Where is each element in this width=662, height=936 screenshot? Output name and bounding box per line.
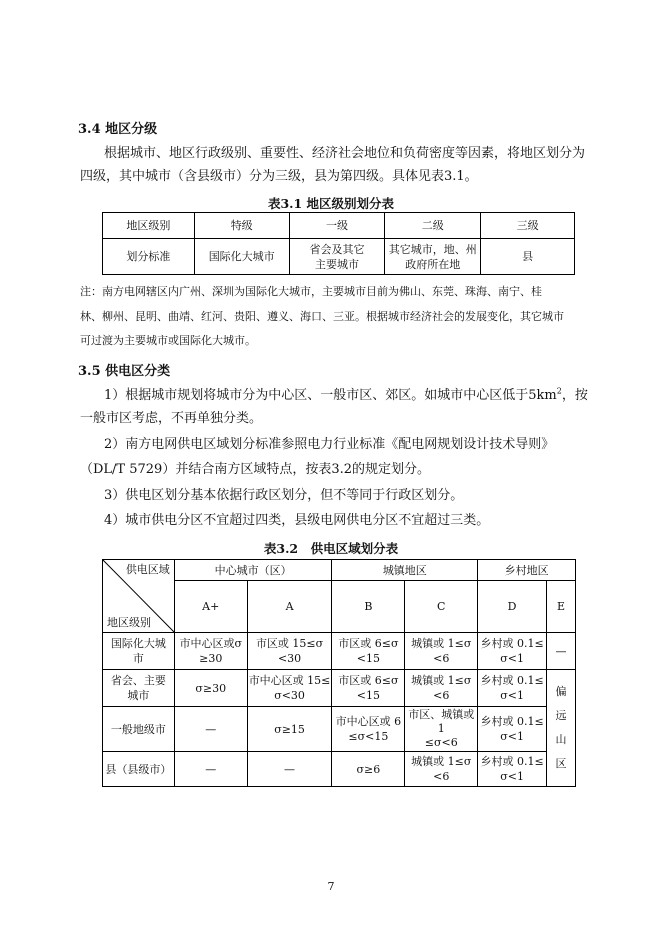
- table-cell: [247, 633, 332, 670]
- page-number: 7: [327, 880, 335, 893]
- cell-line: ≤σ<15: [348, 730, 389, 743]
- table-cell: [332, 633, 405, 670]
- table-cell: [405, 752, 478, 787]
- cell-line: 市区或 15≤σ: [255, 637, 324, 650]
- table-cell: [405, 707, 478, 752]
- cell-line: 城镇或 1≤σ: [411, 755, 472, 768]
- table-cell: 地区级别: [103, 213, 195, 239]
- text-span: ，按: [561, 388, 588, 403]
- table-row: [103, 670, 576, 707]
- table-cell: [478, 752, 547, 787]
- table-cell: 特级: [194, 213, 289, 239]
- paragraph-line: 四级，其中城市（含县级市）分为三级，县为第四级。具体见表3.1。: [80, 169, 478, 184]
- table-3-2: [102, 559, 576, 787]
- column-header: C: [405, 581, 478, 633]
- table-cell: 国际化大城市: [194, 239, 289, 275]
- table-cell: [478, 707, 547, 752]
- diagonal-bottom-label: 地区级别: [107, 616, 151, 629]
- cell-line: 市中心区或σ: [179, 637, 242, 650]
- paragraph-line: [104, 385, 588, 407]
- cell-line: σ<1: [500, 730, 524, 743]
- note-line: 可过渡为主要城市或国际化大城市。: [80, 334, 256, 347]
- paragraph-line: 3）供电区划分基本依据行政区划分，但不等同于行政区划分。: [104, 488, 464, 503]
- diagonal-header-cell: [103, 560, 175, 633]
- table-cell: σ≥15: [247, 707, 332, 752]
- table-cell: —: [174, 707, 247, 752]
- table-row: [103, 239, 575, 275]
- column-header: A+: [174, 581, 247, 633]
- cell-line: 城镇或 1≤σ: [411, 674, 472, 687]
- row-label: 县（县级市）: [103, 752, 175, 787]
- table-cell: [385, 239, 481, 275]
- column-header: A: [247, 581, 332, 633]
- cell-line: 市: [132, 652, 144, 665]
- cell-line: 山: [555, 733, 567, 746]
- table-cell: 一级: [289, 213, 385, 239]
- cell-line: 城市: [127, 689, 150, 702]
- cell-line: 远: [555, 709, 567, 722]
- group-header: 中心城市（区）: [174, 560, 332, 581]
- cell-line: 其它城市，地、州: [388, 242, 477, 256]
- cell-line: 政府所在地: [405, 257, 461, 271]
- cell-line: <15: [356, 652, 380, 665]
- table-cell: 县: [481, 239, 575, 275]
- superscript: 2: [556, 386, 562, 396]
- cell-line: ≥30: [199, 652, 223, 665]
- table-cell: —: [247, 752, 332, 787]
- table-cell: [478, 633, 547, 670]
- table-row: [103, 707, 576, 752]
- paragraph-line: 一般市区考虑，不再单独分类。: [80, 411, 263, 426]
- cell-line: 省会、主要: [110, 674, 166, 687]
- cell-line: 城镇或 1≤σ: [411, 637, 472, 650]
- row-label: 一般地级市: [103, 707, 175, 752]
- cell-line: 市区或 6≤σ: [338, 674, 399, 687]
- section-heading-3-4: 3.4 地区分级: [78, 122, 158, 137]
- cell-line: <6: [433, 652, 450, 665]
- cell-line: σ<1: [500, 652, 524, 665]
- table-cell: [478, 670, 547, 707]
- table-cell: σ≥6: [332, 752, 405, 787]
- table-cell: σ≥30: [174, 670, 247, 707]
- table-cell: 三级: [481, 213, 575, 239]
- column-header: D: [478, 581, 547, 633]
- cell-line: 市区、城镇或: [408, 708, 475, 721]
- table-row: [103, 213, 575, 239]
- group-header: 城镇地区: [332, 560, 478, 581]
- table-row: [103, 560, 576, 581]
- text-span: 1）根据城市规划将城市分为中心区、一般市区、郊区。如城市中心区低于5km: [104, 388, 557, 403]
- table-cell: 二级: [385, 213, 481, 239]
- table-cell: —: [547, 633, 576, 670]
- note-line: 注：南方电网辖区内广州、深圳为国际化大城市，主要城市目前为佛山、东莞、珠海、南宁、桂: [80, 285, 542, 298]
- paragraph-line: （DL/T 5729）并结合南方区域特点，按表3.2的规定划分。: [80, 462, 430, 477]
- cell-line: <15: [356, 689, 380, 702]
- table-cell: 划分标准: [103, 239, 195, 275]
- column-header: B: [332, 581, 405, 633]
- table-cell: [405, 633, 478, 670]
- table-cell: [289, 239, 385, 275]
- cell-line: σ<30: [274, 689, 305, 702]
- group-header: 乡村地区: [478, 560, 576, 581]
- cell-line: <30: [277, 652, 302, 665]
- cell-line: 乡村或 0.1≤: [480, 715, 544, 728]
- note-line: 林、柳州、昆明、曲靖、红河、贵阳、遵义、海口、三亚。根据城市经济社会的发展变化，其它城市: [80, 310, 564, 323]
- table-3-1: [102, 212, 575, 275]
- paragraph-line: 2）南方电网供电区域划分标准参照电力行业标准《配电网规划设计技术导则》: [104, 437, 555, 452]
- section-heading-3-5: 3.5 供电区分类: [78, 364, 171, 379]
- column-header: E: [547, 581, 576, 633]
- cell-line: 乡村或 0.1≤: [480, 674, 544, 687]
- table-cell: [332, 670, 405, 707]
- cell-line: 乡村或 0.1≤: [480, 637, 544, 650]
- cell-line: σ<1: [500, 770, 524, 783]
- cell-line: 国际化大城: [110, 637, 166, 650]
- cell-line: 市区或 6≤σ: [338, 637, 399, 650]
- table-cell: [332, 707, 405, 752]
- paragraph-line: 4）城市供电分区不宜超过四类，县级电网供电分区不宜超过三类。: [104, 513, 490, 528]
- cell-line: 市中心区或 15≤: [248, 674, 331, 687]
- table-3-1-caption: 表3.1 地区级别划分表: [267, 196, 395, 211]
- cell-line: 主要城市: [314, 257, 359, 271]
- cell-line: 1: [437, 722, 445, 735]
- table-row: [103, 633, 576, 670]
- table-cell: [405, 670, 478, 707]
- cell-line: 偏: [555, 685, 567, 698]
- table-cell: [174, 633, 247, 670]
- row-label: [103, 670, 175, 707]
- table-cell: [247, 670, 332, 707]
- cell-line: <6: [433, 770, 450, 783]
- table-cell: —: [174, 752, 247, 787]
- cell-line: ≤σ<6: [424, 736, 458, 749]
- table-3-2-caption: 表3.2 供电区域划分表: [263, 541, 399, 556]
- paragraph-line: 根据城市、地区行政级别、重要性、经济社会地位和负荷密度等因素，将地区划分为: [104, 146, 586, 161]
- table-row: [103, 752, 576, 787]
- cell-line: σ<1: [500, 689, 524, 702]
- cell-line: <6: [433, 689, 450, 702]
- cell-line: 区: [555, 757, 567, 770]
- diagonal-top-label: 供电区域: [125, 563, 170, 576]
- cell-line: 乡村或 0.1≤: [480, 755, 544, 768]
- cell-line: 市中心区或 6: [335, 715, 402, 728]
- cell-line: 省会及其它: [309, 242, 365, 256]
- merged-cell-remote-mountain: [547, 670, 576, 787]
- row-label: [103, 633, 175, 670]
